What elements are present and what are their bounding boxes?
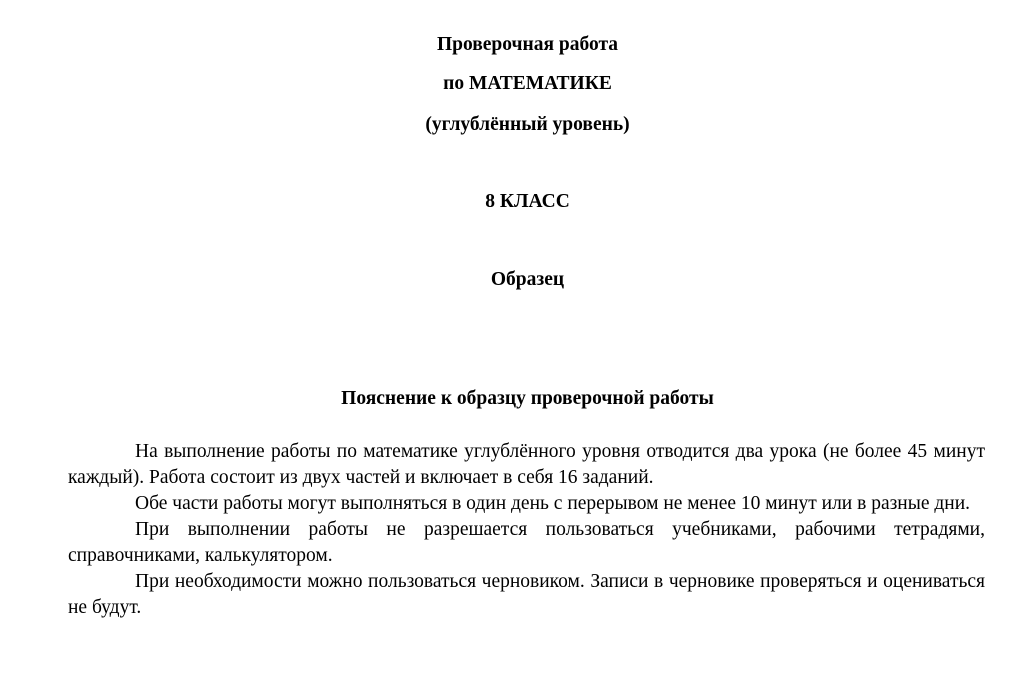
document-title-line-1: Проверочная работа: [436, 34, 619, 55]
explanation-heading: Пояснение к образцу проверочной работы: [341, 388, 714, 409]
paragraph-restrictions: При выполнении работы не разрешается пользоваться учебниками, рабочими тетрадями, справочниками, калькулятором.: [68, 519, 985, 566]
sample-label: Образец: [490, 269, 565, 290]
document-title-line-3: (углублённый уровень): [425, 114, 630, 135]
document-title-line-2: по МАТЕМАТИКЕ: [443, 73, 612, 94]
grade-heading: 8 КЛАСС: [485, 191, 570, 212]
paragraph-schedule: Обе части работы могут выполняться в один день с перерывом не менее 10 минут или в разные дни.: [135, 493, 971, 514]
paragraph-duration: На выполнение работы по математике углублённого уровня отводится два урока (не более 45 минут каждый). Работа состоит из двух частей и включает в себя 16 заданий.: [68, 441, 985, 488]
explanation-body: [68, 439, 985, 621]
paragraph-draft: При необходимости можно пользоваться черновиком. Записи в черновике проверяться и оцениваться не будут.: [68, 571, 985, 618]
